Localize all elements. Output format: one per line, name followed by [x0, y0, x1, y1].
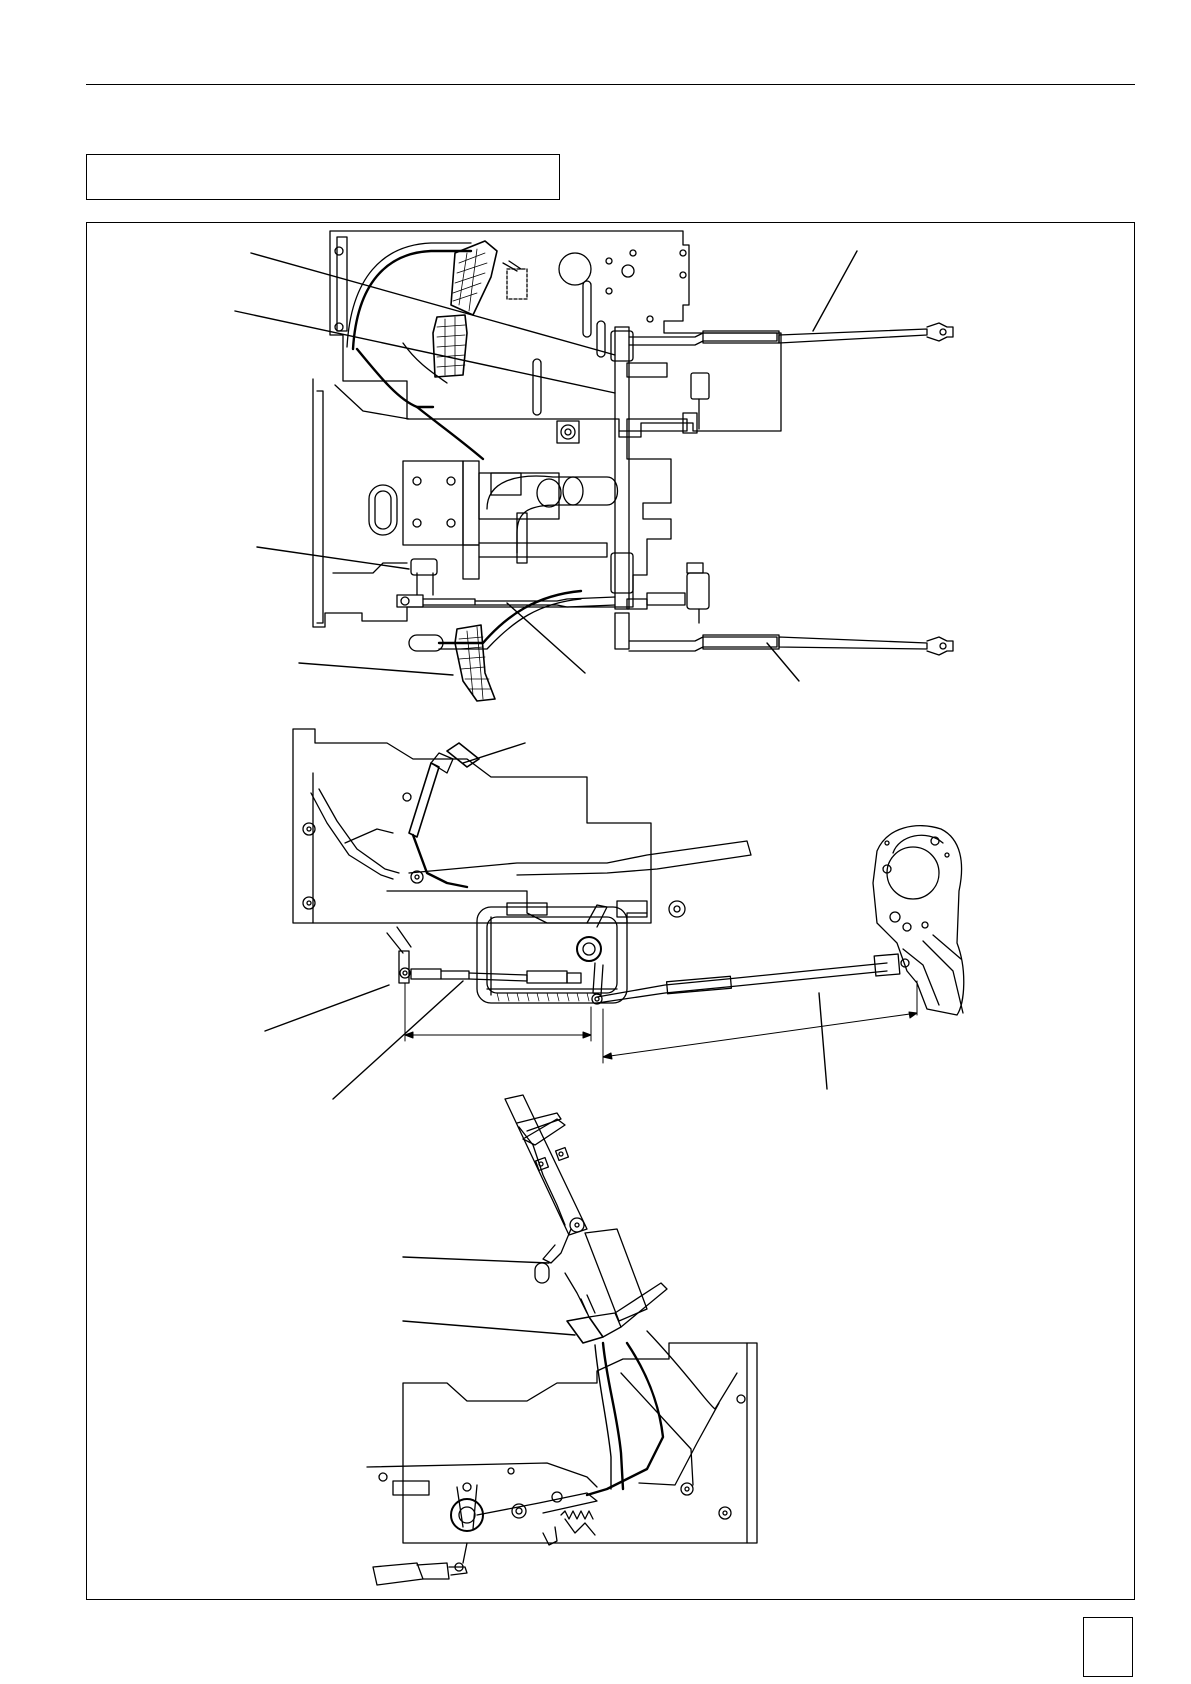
side-view	[265, 729, 964, 1099]
page-number-box	[1083, 1617, 1133, 1677]
figure-frame	[86, 222, 1135, 1600]
top-view	[235, 231, 953, 701]
header-rule	[86, 84, 1135, 85]
section-title-box	[86, 154, 560, 200]
pedal-detail-view	[367, 1095, 757, 1585]
